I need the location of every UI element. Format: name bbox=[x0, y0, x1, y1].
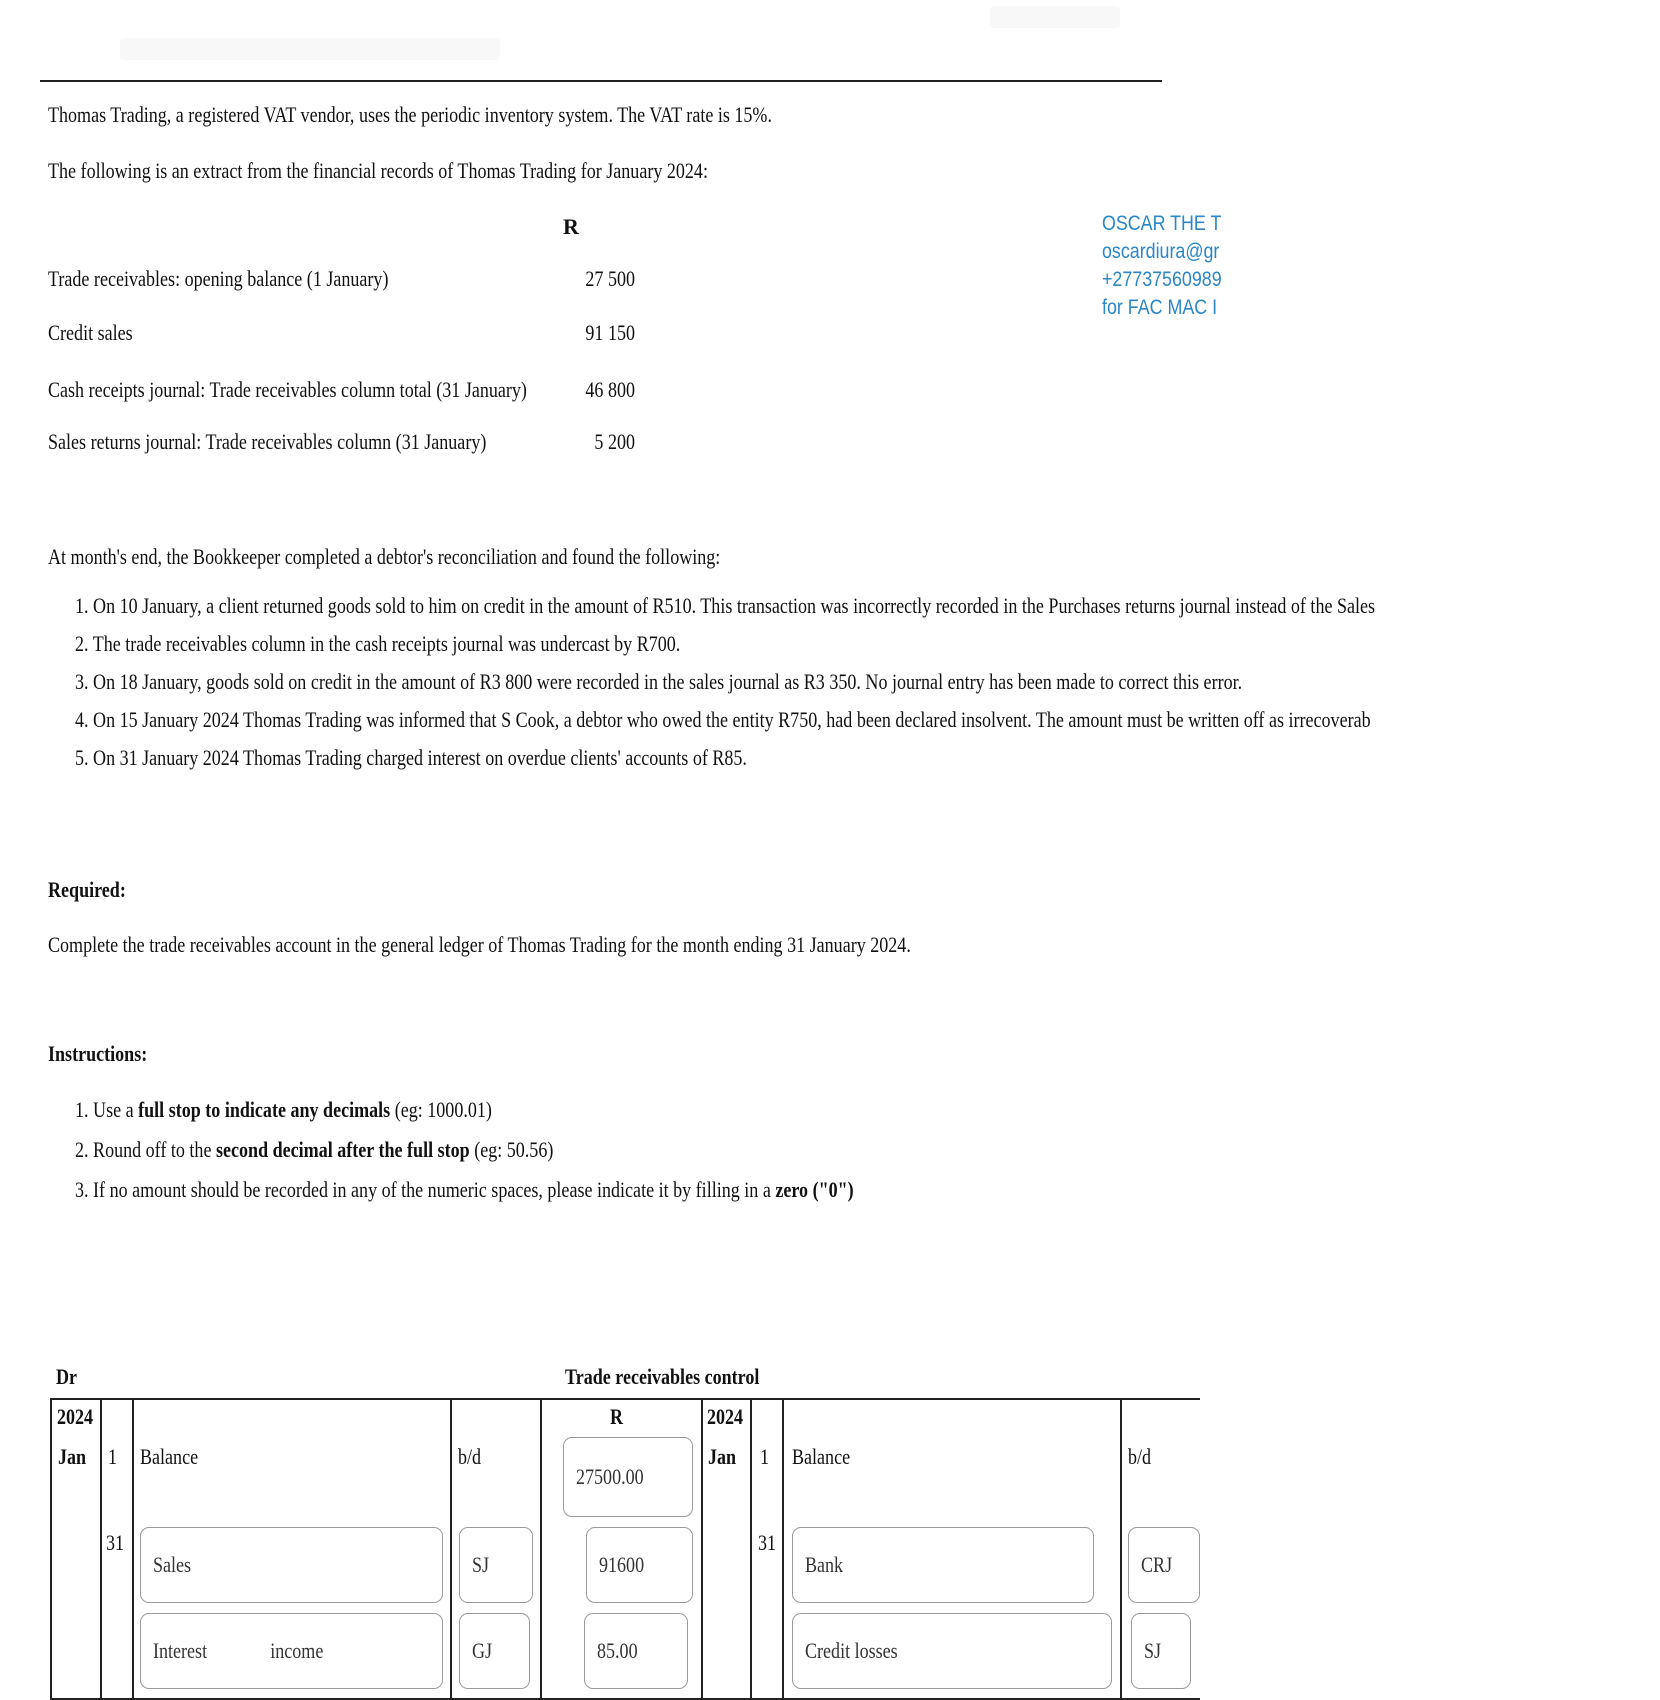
blurred-header-bar bbox=[120, 38, 500, 60]
extract-label-cash-receipts: Cash receipts journal: Trade receivables column total (31 January) bbox=[48, 377, 527, 402]
ledger-right-row2-details-input[interactable]: Bank bbox=[792, 1527, 1094, 1603]
ledger-right-month: Jan bbox=[708, 1444, 737, 1469]
reconciliation-item-4: 4. On 15 January 2024 Thomas Trading was informed that S Cook, a debtor who owed the entity R750, had been declared insolvent. The amount must be written off as irrecoverab bbox=[75, 707, 1371, 732]
reconciliation-list bbox=[75, 587, 1660, 777]
ledger-right-row2-day: 31 bbox=[758, 1530, 777, 1555]
ledger-left-row3-details-input[interactable]: Interest income bbox=[140, 1613, 443, 1689]
instruction-item-1: 1. Use a full stop to indicate any decimals (eg: 1000.01) bbox=[75, 1097, 492, 1122]
ledger-left-row2-amount-input[interactable]: 91600 bbox=[586, 1527, 693, 1603]
instructions-heading: Instructions: bbox=[48, 1041, 148, 1066]
intro-line-2: The following is an extract from the financial records of Thomas Trading for January 2024: bbox=[48, 158, 708, 183]
instructions-list bbox=[75, 1090, 1025, 1210]
ledger-left-row2-details-input[interactable]: Sales bbox=[140, 1527, 443, 1603]
ledger-right-row3-details-input[interactable]: Credit losses bbox=[792, 1613, 1112, 1689]
ledger-col-divider bbox=[701, 1398, 703, 1700]
ledger-right-year: 2024 bbox=[707, 1404, 744, 1429]
intro-line-1: Thomas Trading, a registered VAT vendor, uses the periodic inventory system. The VAT rate is 15%. bbox=[48, 102, 772, 127]
ledger-right-row1-folio: b/d bbox=[1128, 1444, 1152, 1469]
watermark-contact bbox=[1102, 210, 1222, 322]
ledger-left-row1-day: 1 bbox=[108, 1444, 118, 1469]
reconciliation-item-1: 1. On 10 January, a client returned goods sold to him on credit in the amount of R510. This transaction was incorrectly recorded in the Purchases returns journal instead of the Sales bbox=[75, 593, 1376, 618]
blurred-header-bar-right bbox=[990, 6, 1120, 28]
instruction-item-3: 3. If no amount should be recorded in any of the numeric spaces, please indicate it by filling in a zero ("0") bbox=[75, 1177, 854, 1202]
reconciliation-item-2: 2. The trade receivables column in the cash receipts journal was undercast by R700. bbox=[75, 631, 681, 656]
ledger-right-row1-day: 1 bbox=[760, 1444, 770, 1469]
watermark-line-3: +27737560989 bbox=[1102, 268, 1222, 291]
ledger-left-row1-folio: b/d bbox=[458, 1444, 482, 1469]
watermark-line-1: OSCAR THE T bbox=[1102, 212, 1222, 235]
extract-value-opening-balance: 27 500 bbox=[585, 266, 635, 291]
extract-currency-header: R bbox=[563, 214, 579, 239]
ledger-right-row1-details: Balance bbox=[792, 1444, 851, 1469]
ledger-left-row3-folio-input[interactable]: GJ bbox=[459, 1613, 530, 1689]
ledger-dr-label: Dr bbox=[56, 1364, 78, 1389]
ledger-left-row3-amount-input[interactable]: 85.00 bbox=[584, 1613, 688, 1689]
ledger-left-month: Jan bbox=[58, 1444, 87, 1469]
ledger-left-row1-details: Balance bbox=[140, 1444, 199, 1469]
watermark-line-4: for FAC MAC I bbox=[1102, 296, 1218, 319]
watermark-line-2: oscardiura@gr bbox=[1102, 240, 1220, 263]
ledger-left-row2-folio-input[interactable]: SJ bbox=[459, 1527, 533, 1603]
ledger-col-divider bbox=[132, 1398, 134, 1700]
ledger-right-row2-folio-input[interactable]: CRJ bbox=[1128, 1527, 1200, 1603]
ledger-col-divider bbox=[782, 1398, 784, 1700]
ledger-left-row1-amount-input[interactable]: 27500.00 bbox=[563, 1437, 693, 1517]
reconciliation-item-5: 5. On 31 January 2024 Thomas Trading charged interest on overdue clients' accounts of R85. bbox=[75, 745, 747, 770]
ledger-col-divider bbox=[100, 1398, 102, 1700]
ledger-left-year: 2024 bbox=[57, 1404, 94, 1429]
ledger-currency-header: R bbox=[610, 1404, 624, 1429]
extract-label-opening-balance: Trade receivables: opening balance (1 January) bbox=[48, 266, 389, 291]
ledger-top-border bbox=[50, 1398, 1200, 1400]
required-text: Complete the trade receivables account in the general ledger of Thomas Trading for the month ending 31 January 2024. bbox=[48, 932, 911, 957]
extract-value-sales-returns: 5 200 bbox=[594, 429, 635, 454]
reconciliation-item-3: 3. On 18 January, goods sold on credit in the amount of R3 800 were recorded in the sales journal as R3 350. No journal entry has been made to correct this error. bbox=[75, 669, 1243, 694]
ledger-col-divider bbox=[750, 1398, 752, 1700]
ledger-left-row2-day: 31 bbox=[106, 1530, 125, 1555]
top-divider bbox=[40, 80, 1162, 82]
ledger-col-divider bbox=[1120, 1398, 1122, 1700]
required-heading: Required: bbox=[48, 877, 126, 902]
extract-label-sales-returns: Sales returns journal: Trade receivables column (31 January) bbox=[48, 429, 487, 454]
ledger-right-row3-folio-input[interactable]: SJ bbox=[1131, 1613, 1191, 1689]
extract-value-cash-receipts: 46 800 bbox=[585, 377, 635, 402]
ledger-col-left-edge bbox=[50, 1398, 52, 1700]
extract-label-credit-sales: Credit sales bbox=[48, 320, 133, 345]
instruction-item-2: 2. Round off to the second decimal after the full stop (eg: 50.56) bbox=[75, 1137, 554, 1162]
ledger-col-divider bbox=[450, 1398, 452, 1700]
extract-value-credit-sales: 91 150 bbox=[585, 320, 635, 345]
ledger-col-divider bbox=[540, 1398, 542, 1700]
ledger-title: Trade receivables control bbox=[565, 1364, 760, 1389]
reconciliation-heading: At month's end, the Bookkeeper completed a debtor's reconciliation and found the following: bbox=[48, 544, 721, 569]
